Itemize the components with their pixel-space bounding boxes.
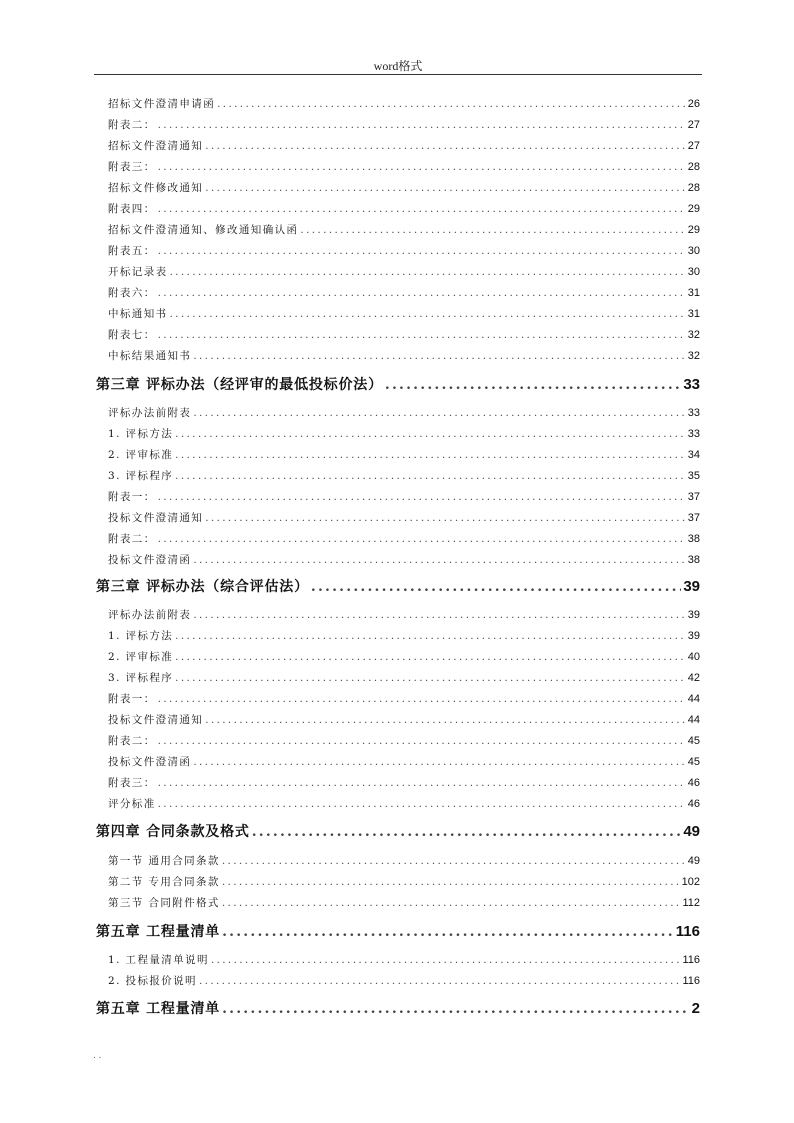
toc-entry-label: 投标文件澄清函 xyxy=(108,756,192,768)
toc-entry-label: 附表七： xyxy=(108,329,156,341)
toc-entry-label: 第二节 专用合同条款 xyxy=(108,876,220,888)
dot-leader xyxy=(211,953,681,967)
toc-entry[interactable] xyxy=(108,202,700,216)
toc-page-number: 38 xyxy=(687,533,700,545)
toc-entry[interactable] xyxy=(108,286,700,300)
dot-leader xyxy=(222,1000,690,1018)
toc-entry[interactable] xyxy=(108,896,700,910)
toc-page-number: 30 xyxy=(687,245,700,257)
dot-leader xyxy=(158,118,686,132)
toc-page-number: 44 xyxy=(687,693,700,705)
toc-entry[interactable] xyxy=(108,511,700,525)
toc-entry-label: 第三章 评标办法（经评审的最低投标价法） xyxy=(96,377,383,393)
dot-leader xyxy=(175,629,686,643)
toc-entry-label: 评标办法前附表 xyxy=(108,609,192,621)
toc-entry[interactable] xyxy=(108,629,700,643)
toc-page-number: 34 xyxy=(687,449,700,461)
toc-entry-label: 招标文件澄清通知、修改通知确认函 xyxy=(108,224,299,236)
toc-page-number: 42 xyxy=(687,672,700,684)
dot-leader xyxy=(205,713,686,727)
toc-page-number: 39 xyxy=(687,630,700,642)
toc-page-number: 37 xyxy=(687,512,700,524)
toc-page-number: 33 xyxy=(687,407,700,419)
toc-page-number: 26 xyxy=(687,98,700,110)
toc-page-number: 49 xyxy=(683,823,700,840)
toc-chapter-entry[interactable] xyxy=(96,1000,700,1018)
toc-entry[interactable] xyxy=(108,139,700,153)
toc-entry-label: 开标记录表 xyxy=(108,266,168,278)
page-header-title: word格式 xyxy=(373,59,423,73)
toc-page-number: 112 xyxy=(682,897,700,909)
dot-leader xyxy=(175,427,686,441)
dot-leader xyxy=(193,608,685,622)
dot-leader xyxy=(158,286,686,300)
toc-page-number: 28 xyxy=(687,161,700,173)
toc-entry-label: 第四章 合同条款及格式 xyxy=(96,824,250,840)
toc-entry-label: 投标文件澄清函 xyxy=(108,554,192,566)
toc-entry[interactable] xyxy=(108,974,700,988)
toc-page-number: 37 xyxy=(687,491,700,503)
toc-entry-label: 第五章 工程量清单 xyxy=(96,1001,221,1017)
toc-entry[interactable] xyxy=(108,406,700,420)
toc-page-number: 2 xyxy=(691,1000,700,1017)
dot-leader xyxy=(175,469,686,483)
toc-page-number: 46 xyxy=(687,798,700,810)
toc-entry[interactable] xyxy=(108,160,700,174)
toc-entry-label: 招标文件修改通知 xyxy=(108,182,204,194)
dot-leader xyxy=(158,490,686,504)
toc-entry[interactable] xyxy=(108,469,700,483)
toc-entry[interactable] xyxy=(108,692,700,706)
dot-leader xyxy=(199,974,680,988)
toc-entry-label: 3. 评标程序 xyxy=(108,470,174,482)
dot-leader xyxy=(193,755,685,769)
toc-entry-label: 附表三： xyxy=(108,161,156,173)
toc-page-number: 33 xyxy=(683,376,700,393)
toc-entry-label: 第一节 通用合同条款 xyxy=(108,855,220,867)
dot-leader xyxy=(205,511,686,525)
toc-page-number: 30 xyxy=(687,266,700,278)
toc-page-number: 44 xyxy=(687,714,700,726)
dot-leader xyxy=(217,97,686,111)
toc-page-number: 116 xyxy=(682,954,700,966)
toc-entry-label: 附表二： xyxy=(108,119,156,131)
dot-leader xyxy=(222,923,674,941)
toc-page-number: 32 xyxy=(687,329,700,341)
toc-entry-label: 附表一： xyxy=(108,491,156,503)
toc-entry-label: 1. 工程量清单说明 xyxy=(108,954,209,966)
dot-leader xyxy=(158,160,686,174)
toc-entry[interactable] xyxy=(108,671,700,685)
toc-page-number: 29 xyxy=(687,203,700,215)
toc-page-number: 116 xyxy=(682,975,700,987)
toc-page-number: 102 xyxy=(681,876,700,888)
toc-page-number: 49 xyxy=(687,855,700,867)
dot-leader xyxy=(170,307,686,321)
toc-page-number: 39 xyxy=(683,578,700,595)
toc-entry[interactable] xyxy=(108,307,700,321)
toc-entry-label: 2. 投标报价说明 xyxy=(108,975,197,987)
toc-entry[interactable] xyxy=(108,734,700,748)
toc-entry[interactable] xyxy=(108,244,700,258)
toc-entry[interactable] xyxy=(108,448,700,462)
toc-entry[interactable] xyxy=(108,608,700,622)
toc-entry[interactable] xyxy=(108,349,700,363)
toc-page-number: 27 xyxy=(687,119,700,131)
dot-leader xyxy=(158,797,686,811)
toc-entry[interactable] xyxy=(108,265,700,279)
toc-page-number: 116 xyxy=(675,923,700,940)
footer-mark: . . xyxy=(93,1050,102,1061)
toc-entry-label: 附表二： xyxy=(108,735,156,747)
toc-entry-label: 3. 评标程序 xyxy=(108,672,174,684)
toc-entry[interactable] xyxy=(108,875,700,889)
toc-entry-label: 附表五： xyxy=(108,245,156,257)
toc-entry[interactable] xyxy=(108,118,700,132)
dot-leader xyxy=(193,406,685,420)
toc-entry-label: 2. 评审标准 xyxy=(108,449,174,461)
toc-page-number: 38 xyxy=(687,554,700,566)
toc-page-number: 45 xyxy=(687,756,700,768)
toc-entry-label: 附表六： xyxy=(108,287,156,299)
toc-chapter-entry[interactable] xyxy=(96,923,700,941)
toc-entry-label: 招标文件澄清通知 xyxy=(108,140,204,152)
toc-entry[interactable] xyxy=(108,553,700,567)
toc-page-number: 40 xyxy=(687,651,700,663)
toc-entry[interactable] xyxy=(108,328,700,342)
toc-page-number: 33 xyxy=(687,428,700,440)
toc-page-number: 28 xyxy=(687,182,700,194)
dot-leader xyxy=(158,328,686,342)
toc-entry[interactable] xyxy=(108,755,700,769)
toc-entry-label: 投标文件澄清通知 xyxy=(108,512,204,524)
toc-entry[interactable] xyxy=(108,776,700,790)
toc-entry-label: 2. 评审标准 xyxy=(108,651,174,663)
toc-entry[interactable] xyxy=(108,490,700,504)
toc-entry-label: 中标通知书 xyxy=(108,308,168,320)
toc-entry[interactable] xyxy=(108,797,700,811)
dot-leader xyxy=(193,553,685,567)
toc-entry-label: 中标结果通知书 xyxy=(108,350,192,362)
dot-leader xyxy=(205,139,686,153)
toc-page-number: 35 xyxy=(687,470,700,482)
toc-page-number: 39 xyxy=(687,609,700,621)
header-rule xyxy=(94,74,702,75)
dot-leader xyxy=(311,578,681,596)
dot-leader xyxy=(158,244,686,258)
toc-entry[interactable] xyxy=(108,713,700,727)
toc-entry[interactable] xyxy=(108,854,700,868)
toc-page-number: 31 xyxy=(687,308,700,320)
dot-leader xyxy=(158,202,686,216)
dot-leader xyxy=(175,448,686,462)
toc-chapter-entry[interactable] xyxy=(96,376,700,394)
toc-entry-label: 附表四： xyxy=(108,203,156,215)
dot-leader xyxy=(222,854,686,868)
toc-page-number: 46 xyxy=(687,777,700,789)
toc-entry[interactable] xyxy=(108,181,700,195)
toc-page-number: 45 xyxy=(687,735,700,747)
toc-entry-label: 第三章 评标办法（综合评估法） xyxy=(96,579,309,595)
toc-entry-label: 评标办法前附表 xyxy=(108,407,192,419)
dot-leader xyxy=(175,671,686,685)
dot-leader xyxy=(252,823,682,841)
toc-entry-label: 附表一： xyxy=(108,693,156,705)
toc-entry-label: 评分标准 xyxy=(108,798,156,810)
dot-leader xyxy=(385,376,681,394)
toc-entry-label: 1. 评标方法 xyxy=(108,428,174,440)
dot-leader xyxy=(158,532,686,546)
toc-page-number: 27 xyxy=(687,140,700,152)
dot-leader xyxy=(300,223,685,237)
toc-page-number: 31 xyxy=(687,287,700,299)
toc-page-number: 29 xyxy=(687,224,700,236)
toc-entry-label: 第五章 工程量清单 xyxy=(96,924,221,940)
toc-entry[interactable] xyxy=(108,427,700,441)
toc-entry-label: 1. 评标方法 xyxy=(108,630,174,642)
toc-page-number: 32 xyxy=(687,350,700,362)
toc-entry[interactable] xyxy=(108,223,700,237)
dot-leader xyxy=(158,734,686,748)
toc-entry[interactable] xyxy=(108,532,700,546)
dot-leader xyxy=(193,349,685,363)
toc-entry[interactable] xyxy=(108,953,700,967)
dot-leader xyxy=(205,181,686,195)
toc-entry-label: 附表二： xyxy=(108,533,156,545)
toc-entry[interactable] xyxy=(108,97,700,111)
toc-chapter-entry[interactable] xyxy=(96,823,700,841)
toc-entry-label: 第三节 合同附件格式 xyxy=(108,897,220,909)
toc-entry-label: 附表三： xyxy=(108,777,156,789)
dot-leader xyxy=(175,650,686,664)
toc-entry-label: 投标文件澄清通知 xyxy=(108,714,204,726)
dot-leader xyxy=(222,896,681,910)
toc-entry-label: 招标文件澄清申请函 xyxy=(108,98,216,110)
dot-leader xyxy=(222,875,680,889)
toc-entry[interactable] xyxy=(108,650,700,664)
dot-leader xyxy=(158,692,686,706)
toc-chapter-entry[interactable] xyxy=(96,578,700,596)
dot-leader xyxy=(170,265,686,279)
dot-leader xyxy=(158,776,686,790)
